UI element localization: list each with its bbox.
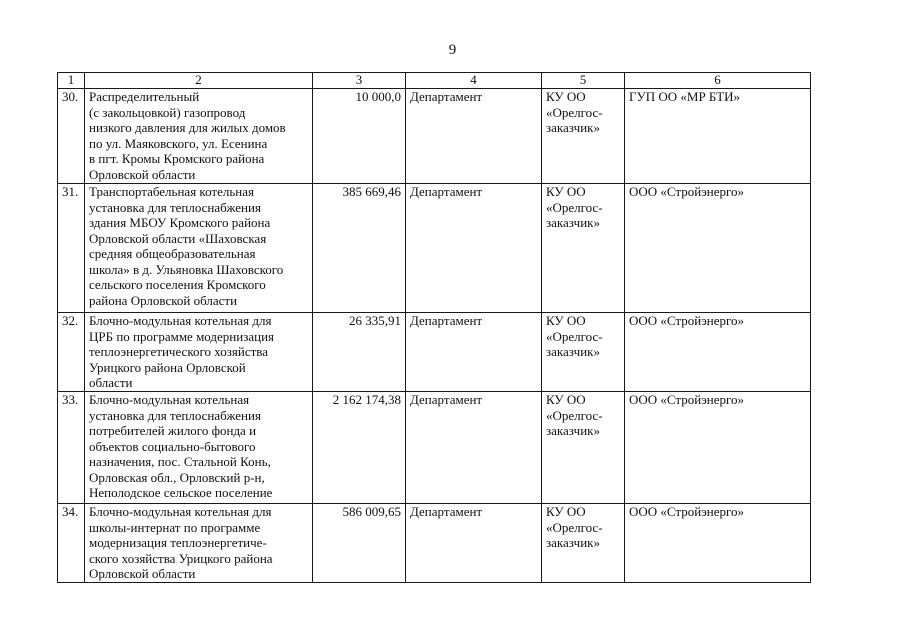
column-header: 3 bbox=[313, 73, 406, 89]
object-name-line: ского хозяйства Урицкого района bbox=[89, 550, 273, 566]
customer-cell bbox=[542, 184, 625, 313]
object-name-line: Неполодское сельское поселение bbox=[89, 485, 273, 500]
customer-line: КУ ОО bbox=[546, 313, 586, 328]
object-name-line: модернизация теплоэнергетиче- bbox=[89, 535, 267, 550]
object-name-line: Орловская обл., Орловский р-н, bbox=[89, 469, 265, 485]
customer-cell bbox=[542, 89, 625, 184]
customer-line: «Орелгос- bbox=[546, 328, 603, 344]
contractor-cell: ООО «Стройэнерго» bbox=[625, 392, 811, 504]
table-row bbox=[58, 184, 811, 313]
object-name-line: (с закольцовкой) газопровод bbox=[89, 104, 246, 120]
object-name-line: средняя общеобразовательная bbox=[89, 246, 256, 261]
object-name-line: Орловской области bbox=[89, 566, 196, 581]
object-name-line: области bbox=[89, 375, 133, 390]
customer-cell bbox=[542, 392, 625, 504]
object-name-line: Распределительный bbox=[89, 89, 200, 104]
object-name-cell bbox=[85, 504, 313, 583]
department-cell: Департамент bbox=[406, 392, 542, 504]
table-row bbox=[58, 504, 811, 583]
column-header: 1 bbox=[58, 73, 85, 89]
object-name-line: установка для теплоснабжения bbox=[89, 199, 261, 215]
amount-cell: 10 000,0 bbox=[313, 89, 406, 184]
contractor-cell: ООО «Стройэнерго» bbox=[625, 313, 811, 392]
column-header: 5 bbox=[542, 73, 625, 89]
object-name-line: Блочно-модульная котельная bbox=[89, 392, 250, 407]
amount-cell: 26 335,91 bbox=[313, 313, 406, 392]
department-cell: Департамент bbox=[406, 89, 542, 184]
row-number-cell: 30. bbox=[58, 89, 85, 184]
object-name-line: по ул. Маяковского, ул. Есенина bbox=[89, 135, 268, 151]
department-cell: Департамент bbox=[406, 184, 542, 313]
object-name-line: Блочно-модульная котельная для bbox=[89, 313, 272, 328]
object-name-cell bbox=[85, 89, 313, 184]
customer-line: КУ ОО bbox=[546, 89, 586, 104]
column-header: 2 bbox=[85, 73, 313, 89]
object-name-line: потребителей жилого фонда и bbox=[89, 423, 257, 438]
customer-line: заказчик» bbox=[546, 423, 600, 438]
contractor-cell: ГУП ОО «МР БТИ» bbox=[625, 89, 811, 184]
object-name-line: района Орловской области bbox=[89, 292, 238, 308]
object-name-line: ЦРБ по программе модернизация bbox=[89, 328, 275, 344]
table-header-row bbox=[58, 73, 811, 89]
object-name-line: Орловской области bbox=[89, 166, 196, 182]
object-name-cell bbox=[85, 184, 313, 313]
row-number-cell: 32. bbox=[58, 313, 85, 392]
object-name-line: установка для теплоснабжения bbox=[89, 407, 261, 423]
customer-line: заказчик» bbox=[546, 535, 600, 550]
customer-line: КУ ОО bbox=[546, 504, 586, 519]
object-name-line: школа» в д. Ульяновка Шаховского bbox=[89, 261, 284, 277]
object-name-line: сельского поселения Кромского bbox=[89, 277, 266, 292]
customer-cell bbox=[542, 313, 625, 392]
table-row bbox=[58, 392, 811, 504]
column-header: 6 bbox=[625, 73, 811, 89]
object-name-line: теплоэнергетического хозяйства bbox=[89, 344, 269, 359]
customer-line: «Орелгос- bbox=[546, 519, 603, 535]
customer-line: «Орелгос- bbox=[546, 407, 603, 423]
department-cell: Департамент bbox=[406, 504, 542, 583]
department-cell: Департамент bbox=[406, 313, 542, 392]
table-row bbox=[58, 89, 811, 184]
table-row bbox=[58, 313, 811, 392]
row-number-cell: 31. bbox=[58, 184, 85, 313]
customer-line: заказчик» bbox=[546, 215, 600, 230]
object-name-cell bbox=[85, 392, 313, 504]
object-name-line: Блочно-модульная котельная для bbox=[89, 504, 272, 519]
object-name-line: объектов социально-бытового bbox=[89, 438, 256, 454]
column-header: 4 bbox=[406, 73, 542, 89]
amount-cell: 586 009,65 bbox=[313, 504, 406, 583]
row-number-cell: 33. bbox=[58, 392, 85, 504]
customer-line: заказчик» bbox=[546, 344, 600, 359]
object-name-line: Урицкого района Орловской bbox=[89, 359, 246, 375]
page-number: 9 bbox=[448, 42, 457, 58]
object-name-line: Транспортабельная котельная bbox=[89, 184, 254, 199]
customer-line: «Орелгос- bbox=[546, 199, 603, 215]
object-name-line: Орловской области «Шаховская bbox=[89, 230, 267, 246]
contractor-cell: ООО «Стройэнерго» bbox=[625, 504, 811, 583]
object-name-line: в пгт. Кромы Кромского района bbox=[89, 151, 265, 166]
object-name-cell bbox=[85, 313, 313, 392]
customer-line: КУ ОО bbox=[546, 392, 586, 407]
customer-line: заказчик» bbox=[546, 120, 600, 135]
object-name-line: здания МБОУ Кромского района bbox=[89, 215, 271, 230]
row-number-cell: 34. bbox=[58, 504, 85, 583]
customer-line: КУ ОО bbox=[546, 184, 586, 199]
object-name-line: школы-интернат по программе bbox=[89, 519, 261, 535]
amount-cell: 385 669,46 bbox=[313, 184, 406, 313]
projects-table bbox=[57, 72, 811, 583]
contractor-cell: ООО «Стройэнерго» bbox=[625, 184, 811, 313]
object-name-line: назначения, пос. Стальной Конь, bbox=[89, 454, 271, 469]
customer-line: «Орелгос- bbox=[546, 104, 603, 120]
customer-cell bbox=[542, 504, 625, 583]
object-name-line: низкого давления для жилых домов bbox=[89, 120, 286, 135]
amount-cell: 2 162 174,38 bbox=[313, 392, 406, 504]
